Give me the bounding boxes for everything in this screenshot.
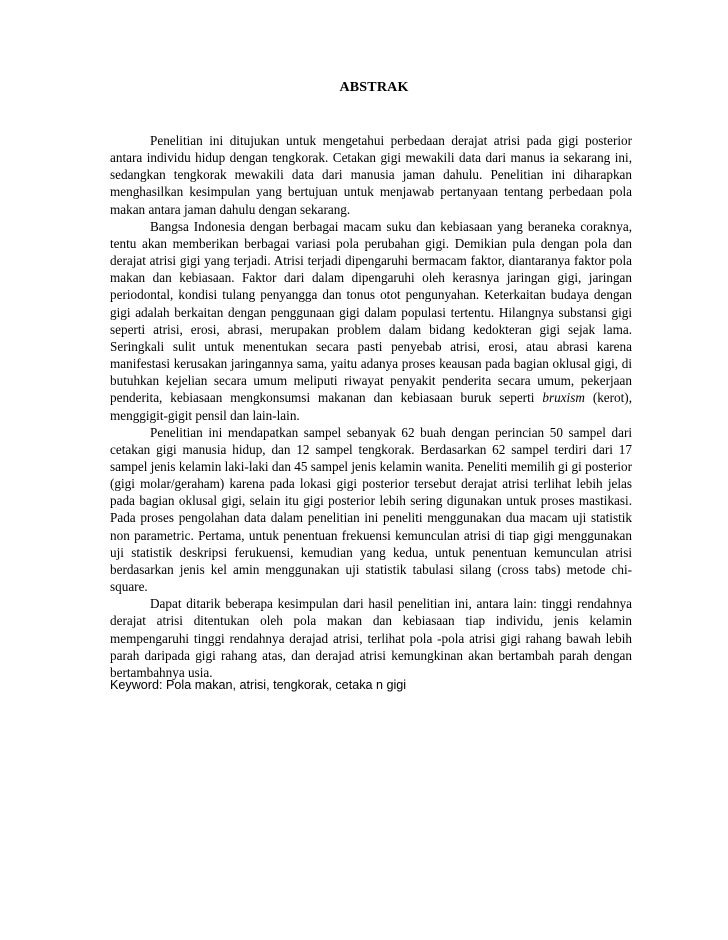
italic-term: bruxism <box>542 390 585 406</box>
paragraph-1: Penelitian ini ditujukan untuk mengetahui perbedaan derajat atrisi pada gigi posterior antara individu hidup dengan tengkorak. Cetakan gigi mewakili data dari manus ia sekarang ini, sedangkan tengkorak mewakili data dari manusia jaman dahulu. Penelitian ini diharapkan menghasilkan kesimpulan yang bertujuan untuk menjawab pertanyaan tentang perbedaan pola makan antara jaman dahulu dengan sekarang. <box>110 133 632 217</box>
paragraph-2-text: Bangsa Indonesia dengan berbagai macam suku dan kebiasaan yang beraneka coraknya, tentu akan memberikan berbagai variasi pola perubahan gigi. Demikian pula dengan pola dan derajat atrisi gigi yang terjadi. Atrisi terjadi dipengaruhi bermacam faktor, diantaranya faktor pola makan dan kebiasaan. Faktor dari dalam dipengaruhi oleh kerasnya jaringan gigi, jaringan periodontal, kondisi tulang penyangga dan tonus otot pengunyahan. Keterkaitan budaya dengan gigi adalah berkaitan dengan penggunaan gigi dalam populasi tertentu. Hilangnya substansi gigi seperti atrisi, erosi, abrasi, merupakan problem dalam bidang kedokteran gigi sejak lama. Seringkali sulit untuk menentukan secara pasti penyebab atrisi, erosi, atau abrasi karena manifestasi kerusakan jaringannya sama, yaitu adanya proses keausan pada bagian oklusal gigi, di butuhkan kejelian secara umum meliputi riwayat penyakit penderita secara umum, pekerjaan penderita, kebiasaan mengkonsumsi makanan dan kebiasaan buruk seperti <box>110 218 632 406</box>
paragraph-2 <box>110 218 632 424</box>
abstract-body <box>110 132 632 681</box>
paragraph-2-tail: (kerot), menggigit-gigit pensil dan lain-lain. <box>110 390 632 423</box>
keyword-line: Keyword: Pola makan, atrisi, tengkorak, cetaka n gigi <box>110 678 407 692</box>
paragraph-3: Penelitian ini mendapatkan sampel sebanyak 62 buah dengan perincian 50 sampel dari cetakan gigi manusia hidup, dan 12 sampel tengkorak. Berdasarkan 62 sampel terdiri dari 17 sampel jenis kelamin laki-laki dan 45 sampel jenis kelamin wanita. Peneliti memilih gi gi posterior (gigi molar/geraham) karena pada lokasi gigi posterior tersebut derajat atrisi terlihat lebih jelas pada bagian oklusal gigi, selain itu gigi posterior lebih sering digunakan untuk proses mastikasi. Pada proses pengolahan data dalam penelitian ini peneliti menggunakan dua macam uji statistik non parametric. Pertama, untuk penentuan frekuensi kemunculan atrisi di tiap gigi menggunakan uji statistik deskripsi ferukuensi, kemudian yang kedua, untuk penentuan kemunculan atrisi berdasarkan jenis kel amin menggunakan uji statistik tabulasi silang (cross tabs) metode chi-square. <box>110 424 632 595</box>
paragraph-4: Dapat ditarik beberapa kesimpulan dari hasil penelitian ini, antara lain: tinggi rendahnya derajat atrisi ditentukan oleh pola makan dan kebiasaan tiap individu, jenis kelamin mempengaruhi tinggi rendahnya derajad atrisi, terlihat pola -pola atrisi gigi rahang bawah lebih parah daripada gigi rahang atas, dan derajad atrisi kemungkinan akan bertambah parah dengan bertambahnya usia. <box>110 596 632 680</box>
page-title: ABSTRAK <box>339 80 409 95</box>
